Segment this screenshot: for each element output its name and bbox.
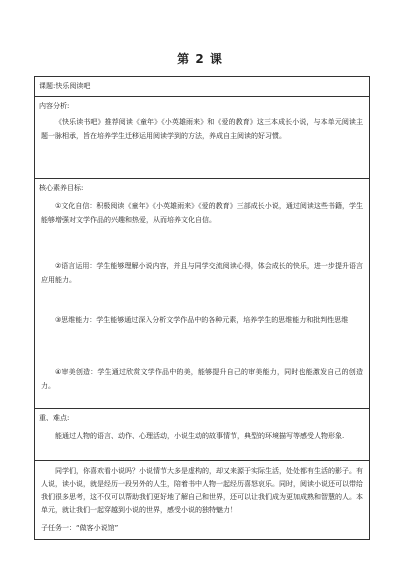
key-points-row — [35, 409, 369, 461]
goal-culture: ①文化自信：积极阅读《童年》《小英雄雨来》《爱的教育》三部成长小说，通过阅读这些书籍，学生能够增强对文学作品的兴趣和热爱，从而培养文化自信。 — [41, 202, 363, 224]
goal-thinking: ③思维能力：学生能够通过深入分析文学作品中的各种元素，培养学生的思维能力和批判性思维 — [55, 316, 349, 324]
intro-text: 同学们，你喜欢看小说吗？小说情节大多是虚构的，却又来源于实际生活，处处都有生活的影子。有人说，读小说，就是经历一段另外的人生，陪着书中人物一起经历喜怒哀乐。同时，阅读小说还可以带给我们很多思考，这不仅可以帮助我们更好地了解自己和世界，还可以让我们成为更加成熟和智慧的人。本单元，就让我们一起穿越到小说的世界，感受小说的独特魅力！ — [41, 467, 363, 514]
subtask-label: 子任务一：“做客小说馆” — [41, 524, 119, 532]
topic-row — [35, 77, 369, 97]
goal-language: ②语言运用：学生能够理解小说内容，并且与同学交流阅读心得，体会成长的快乐，进一步提升语言应用能力。 — [41, 262, 363, 284]
key-points-label: 重、难点: — [39, 414, 70, 422]
topic-label: 课题:快乐阅读吧 — [39, 82, 91, 90]
content-analysis-row — [35, 97, 369, 179]
content-analysis-label: 内容分析: — [39, 102, 70, 110]
key-points-text: 能通过人物的语言、动作、心理活动，小说生动的故事情节，典型的环境描写等感受人物形象. — [55, 432, 345, 440]
lesson-table — [34, 76, 370, 540]
intro-row — [35, 461, 369, 539]
page-title: 第 2 课 — [177, 52, 223, 66]
goal-aesthetic: ④审美创造：学生通过欣赏文学作品中的美，能够提升自己的审美能力，同时也能激发自己的创造力。 — [41, 368, 363, 390]
core-goals-label: 核心素养目标: — [39, 184, 84, 192]
content-analysis-text: 《快乐读书吧》推荐阅读《童年》《小英雄雨来》和《爱的教育》这三本成长小说，与本单元阅读主题一脉相承，旨在培养学生迁移运用阅读学到的方法，养成自主阅读的好习惯。 — [41, 118, 363, 140]
core-goals-row — [35, 179, 369, 409]
